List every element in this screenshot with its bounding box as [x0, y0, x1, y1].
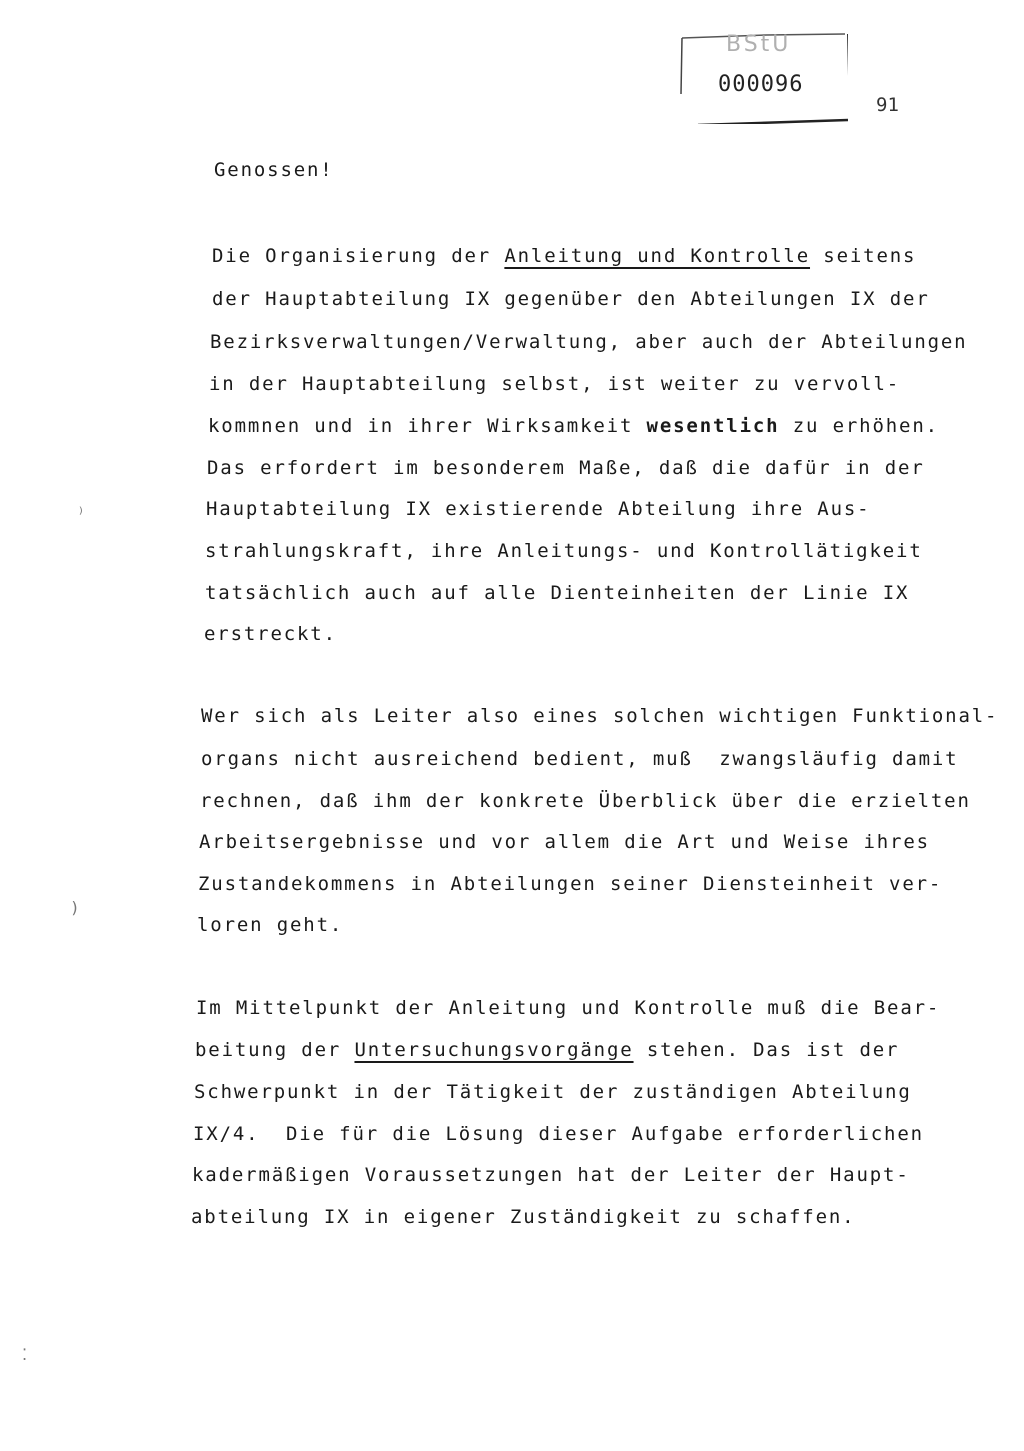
p1-line-5-end: zu erhöhen. — [779, 415, 939, 437]
p2-line-6: loren geht. — [197, 914, 344, 936]
p3-line-1: Im Mittelpunkt der Anleitung und Kontrolle muß die Bear- — [196, 997, 941, 1019]
p1-line-1-end: seitens — [810, 245, 917, 267]
p3-line-5: kadermäßigen Voraussetzungen hat der Leiter der Haupt- — [192, 1164, 910, 1186]
p1-line-6: Das erfordert im besonderem Maße, daß die dafür in der — [207, 457, 925, 479]
p1-line-10: erstreckt. — [204, 623, 337, 645]
p2-line-5: Zustandekommens in Abteilungen seiner Diensteinheit ver- — [198, 873, 943, 895]
p1-line-9: tatsächlich auch auf alle Dienteinheiten der Linie IX — [205, 582, 910, 604]
p2-line-2: organs nicht ausreichend bedient, muß zwangsläufig damit — [201, 748, 959, 770]
salutation: Genossen! — [214, 159, 334, 181]
p2-line-3: rechnen, daß ihm der konkrete Überblick über die erzielten — [200, 790, 971, 812]
scan-mark: ) — [70, 898, 80, 917]
p1-line-1-start: Die Organisierung der — [212, 245, 505, 267]
p1-line-5-start: kommnen und in ihrer Wirksamkeit — [208, 415, 647, 437]
p1-line-2: der Hauptabteilung IX gegenüber den Abteilungen IX der — [212, 288, 930, 310]
p1-line-3: Bezirksverwaltungen/Verwaltung, aber auch der Abteilungen — [210, 331, 968, 353]
p1-line-8: strahlungskraft, ihre Anleitungs- und Kontrollätigkeit — [205, 540, 923, 562]
p1-line-4: in der Hauptabteilung selbst, ist weiter zu vervoll- — [209, 373, 901, 395]
underlined-phrase-anleitung: Anleitung und Kontrolle — [504, 245, 811, 267]
p2-line-4: Arbeitsergebnisse und vor allem die Art und Weise ihres — [199, 831, 930, 853]
archive-stamp — [680, 32, 848, 124]
scan-mark: ⁾ — [76, 504, 86, 523]
p3-line-2-start: beitung der — [195, 1039, 355, 1061]
p1-line-5 — [208, 414, 939, 438]
stamp-number: 000096 — [718, 72, 804, 97]
scan-mark: ⁚ — [22, 1345, 28, 1364]
p3-line-2 — [195, 1038, 899, 1062]
stamp-organization: BStU — [726, 32, 792, 57]
p2-line-1: Wer sich als Leiter also eines solchen wichtigen Funktional- — [201, 705, 999, 727]
p3-line-3: Schwerpunkt in der Tätigkeit der zuständigen Abteilung — [194, 1081, 912, 1103]
p1-line-7: Hauptabteilung IX existierende Abteilung ihre Aus- — [206, 498, 871, 520]
underlined-phrase-untersuchungsvorgaenge: Untersuchungsvorgänge — [354, 1039, 634, 1061]
p3-line-4: IX/4. Die für die Lösung dieser Aufgabe erforderlichen — [193, 1123, 924, 1145]
p3-line-2-end: stehen. Das ist der — [633, 1039, 900, 1061]
emphasis-wesentlich: wesentlich — [646, 415, 780, 437]
p1-line-1 — [212, 244, 916, 268]
page-number: 91 — [876, 94, 899, 116]
p3-line-6: abteilung IX in eigener Zuständigkeit zu schaffen. — [191, 1206, 856, 1228]
